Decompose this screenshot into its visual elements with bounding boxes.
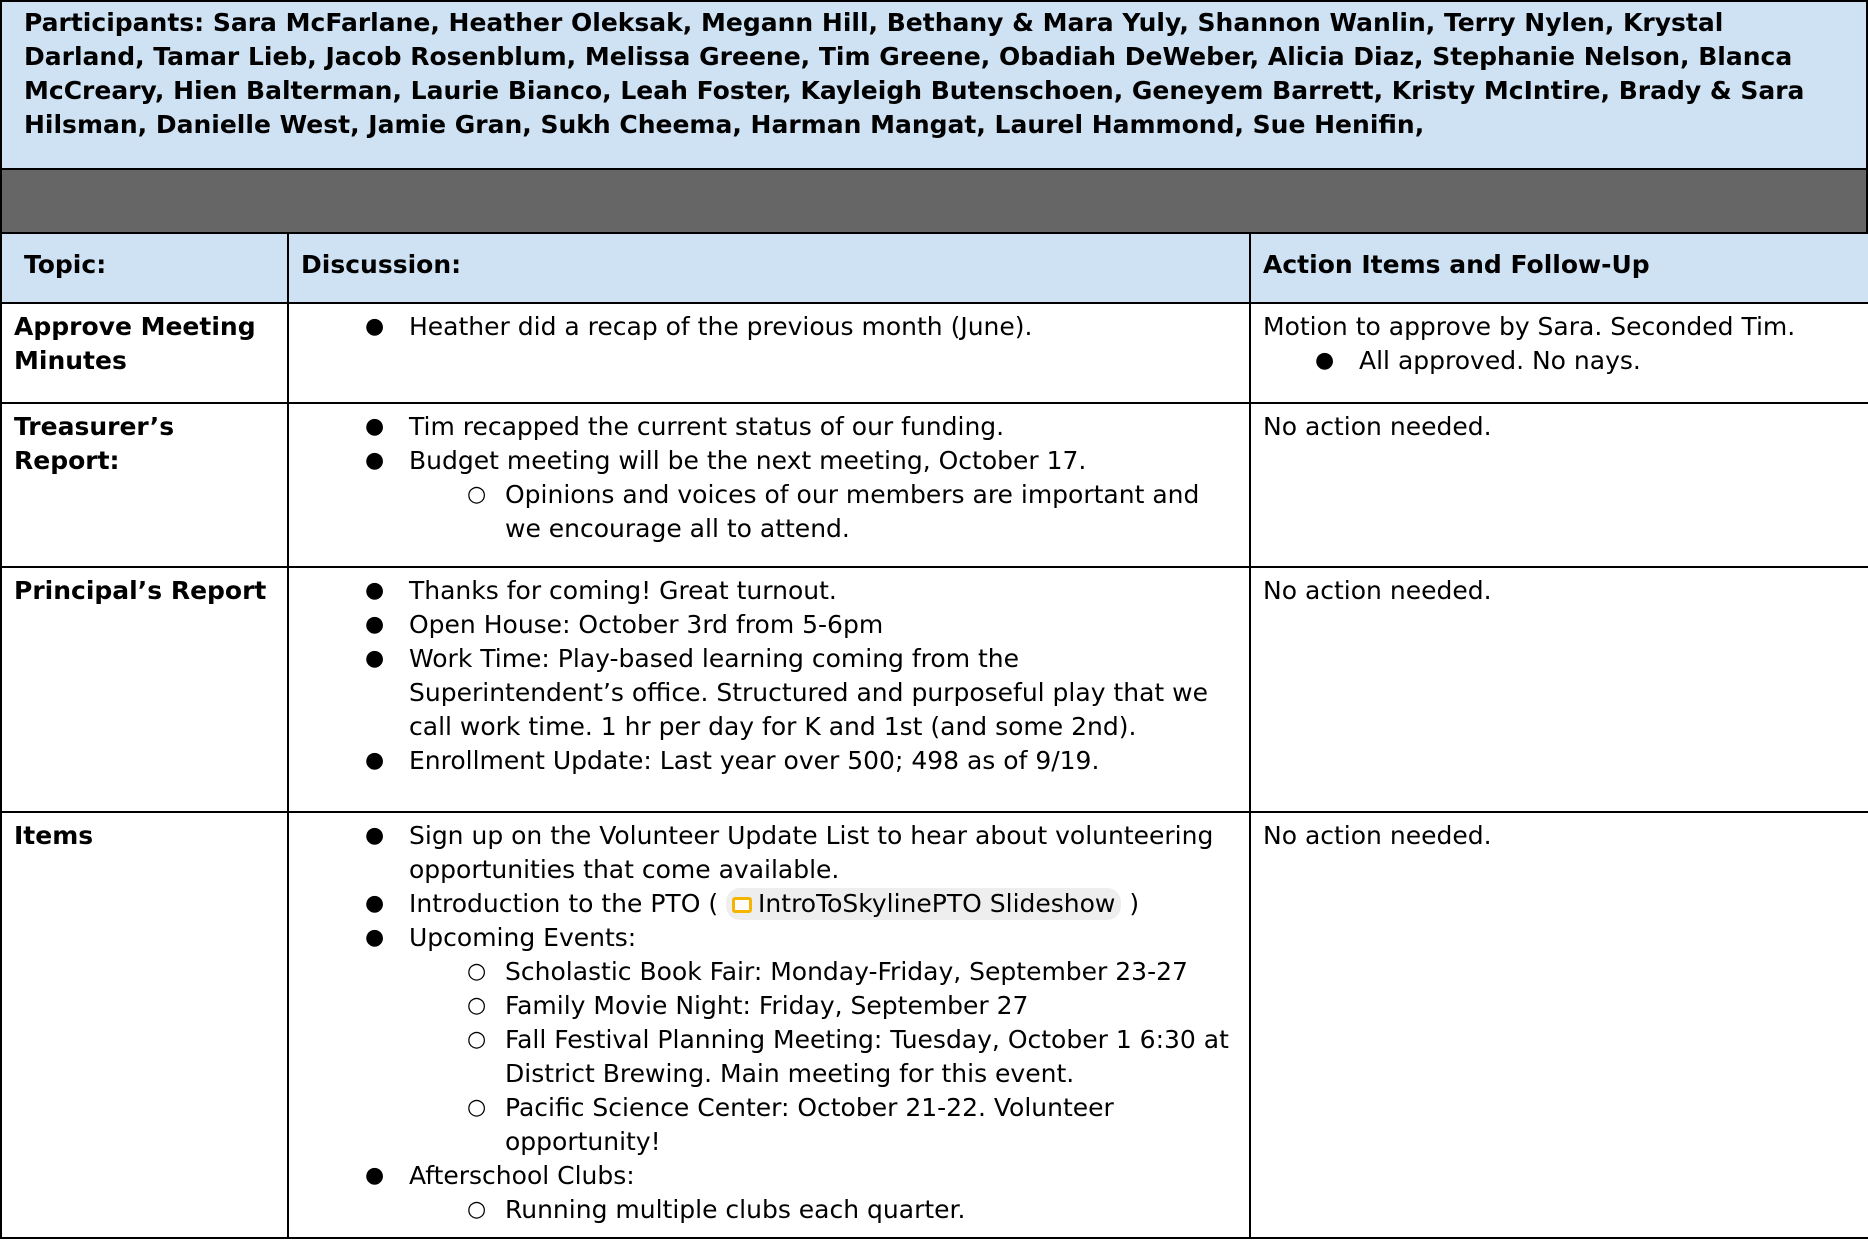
- topic-cell: Principal’s Report: [1, 567, 288, 812]
- action-cell: [1250, 303, 1868, 403]
- discussion-bullet: ● Work Time: Play-based learning coming from the Superintendent’s office. Structured and purposeful play that we call work time. 1 hr per day for K and 1st (and some 2nd).: [301, 642, 1237, 744]
- club-item: ○ Running multiple clubs each quarter.: [301, 1193, 1237, 1227]
- discussion-bullet: ● Upcoming Events:: [301, 921, 1237, 955]
- table-header-row: [1, 233, 1868, 303]
- action-cell: No action needed.: [1250, 812, 1868, 1238]
- discussion-bullet: ● Thanks for coming! Great turnout.: [301, 574, 1237, 608]
- section-divider-bar: [0, 170, 1868, 234]
- discussion-bullet: ● Sign up on the Volunteer Update List to hear about volunteering opportunities that come available.: [301, 819, 1237, 887]
- slideshow-link-chip[interactable]: [726, 888, 1121, 920]
- discussion-bullet: ● Open House: October 3rd from 5-6pm: [301, 608, 1237, 642]
- event-item: ○ Family Movie Night: Friday, September 27: [301, 989, 1237, 1023]
- slides-icon: [732, 897, 752, 913]
- header-discussion: Discussion:: [288, 233, 1250, 303]
- pto-suffix: ): [1121, 889, 1140, 918]
- header-topic: Topic:: [1, 233, 288, 303]
- discussion-cell: [288, 303, 1250, 403]
- participants-list: Participants: Sara McFarlane, Heather Oleksak, Megann Hill, Bethany & Mara Yuly, Shannon Wanlin, Terry Nylen, Krystal Darland, Tamar Lieb, Jacob Rosenblum, Melissa Greene, Tim Greene, Obadiah DeWeber, Alicia Diaz, Stephanie Nelson, Blanca McCreary, Hien Balterman, Laurie Bianco, Leah Foster, Kayleigh Butenschoen, Geneyem Barrett, Kristy McIntire, Brady & Sara Hilsman, Danielle West, Jamie Gran, Sukh Cheema, Harman Mangat, Laurel Hammond, Sue Henifin,: [0, 0, 1868, 170]
- event-item: ○ Pacific Science Center: October 21-22. Volunteer opportunity!: [301, 1091, 1237, 1159]
- action-text: Motion to approve by Sara. Seconded Tim.: [1263, 312, 1796, 341]
- table-row: [1, 303, 1868, 403]
- event-item: ○ Scholastic Book Fair: Monday-Friday, September 23-27: [301, 955, 1237, 989]
- action-bullet: ● All approved. No nays.: [1263, 344, 1856, 378]
- action-cell: No action needed.: [1250, 567, 1868, 812]
- discussion-bullet: ● Afterschool Clubs:: [301, 1159, 1237, 1193]
- table-row: [1, 403, 1868, 567]
- discussion-bullet: ● Heather did a recap of the previous month (June).: [301, 310, 1237, 344]
- topic-cell: Items: [1, 812, 288, 1238]
- discussion-cell: [288, 812, 1250, 1238]
- slideshow-link[interactable]: IntroToSkylinePTO Slideshow: [758, 889, 1116, 918]
- discussion-bullet: ● Enrollment Update: Last year over 500; 498 as of 9/19.: [301, 744, 1237, 778]
- topic-cell: Treasurer’s Report:: [1, 403, 288, 567]
- table-row: [1, 567, 1868, 812]
- discussion-cell: [288, 567, 1250, 812]
- header-actions: Action Items and Follow-Up: [1250, 233, 1868, 303]
- table-row: [1, 812, 1868, 1238]
- discussion-bullet: ● Tim recapped the current status of our funding.: [301, 410, 1237, 444]
- discussion-sub-bullet: ○ Opinions and voices of our members are important and we encourage all to attend.: [301, 478, 1237, 546]
- topic-cell: Approve Meeting Minutes: [1, 303, 288, 403]
- pto-intro-text: Introduction to the PTO (: [409, 889, 719, 918]
- minutes-table: [0, 232, 1868, 1239]
- action-cell: No action needed.: [1250, 403, 1868, 567]
- discussion-bullet: ● Budget meeting will be the next meeting, October 17.: [301, 444, 1237, 478]
- event-item: ○ Fall Festival Planning Meeting: Tuesday, October 1 6:30 at District Brewing. Main meeting for this event.: [301, 1023, 1237, 1091]
- discussion-bullet: [301, 887, 1237, 921]
- discussion-cell: [288, 403, 1250, 567]
